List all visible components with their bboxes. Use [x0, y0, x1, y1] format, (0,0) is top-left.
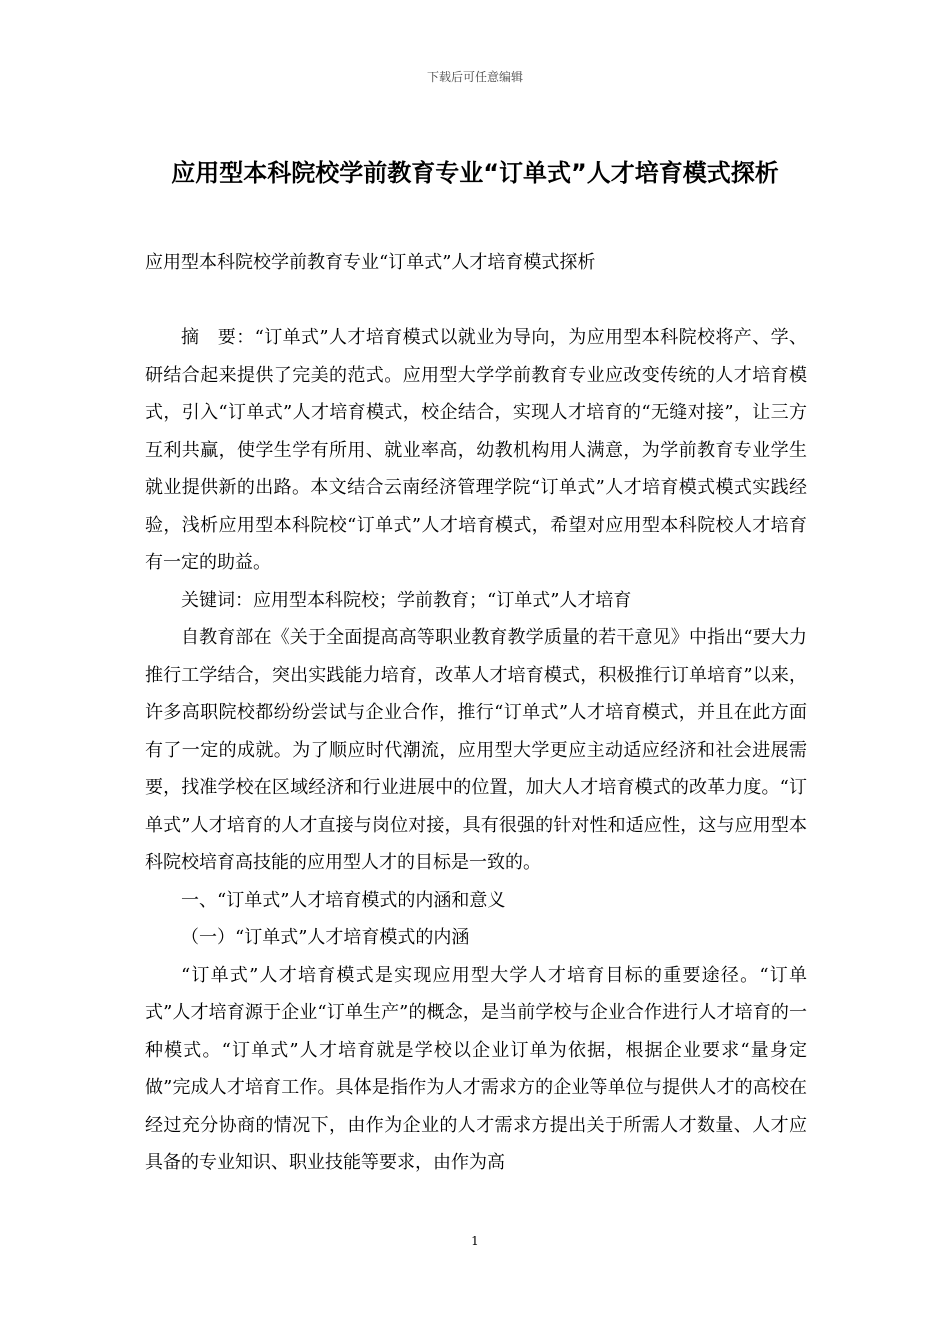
- section-paragraph: “订单式”人才培育模式是实现应用型大学人才培育目标的重要途径。“订单式”人才培育源于企业“订单生产”的概念，是当前学校与企业合作进行人才培育的一种模式。“订单式”人才培育就是学校以企业订单为依据，根据企业要求“量身定做”完成人才培育工作。具体是指作为人才需求方的企业等单位与提供人才的高校在经过充分协商的情况下，由作为企业的人才需求方提出关于所需人才数量、人才应具备的专业知识、职业技能等要求，由作为高: [145, 964, 807, 1173]
- header-note: 下载后可任意编辑: [426, 70, 523, 84]
- section-heading: 一、“订单式”人才培育模式的内涵和意义: [181, 889, 506, 911]
- keywords-line: 关键词：应用型本科院校；学前教育；“订单式”人才培育: [181, 589, 632, 611]
- subsection-heading: （一）“订单式”人才培育模式的内涵: [181, 927, 470, 948]
- blank-line: [145, 282, 807, 320]
- document-body: [145, 244, 807, 1182]
- subtitle: 应用型本科院校学前教育专业“订单式”人才培育模式探析: [145, 252, 596, 273]
- intro-paragraph: 自教育部在《关于全面提高高等职业教育教学质量的若干意见》中指出“要大力推行工学结合，突出实践能力培育，改革人才培育模式，积极推行订单培育”以来，许多高职院校都纷纷尝试与企业合作，推行“订单式”人才培育模式，并且在此方面有了一定的成就。为了顺应时代潮流，应用型大学更应主动适应经济和社会进展需要，找准学校在区域经济和行业进展中的位置，加大人才培育模式的改革力度。“订单式”人才培育的人才直接与岗位对接，具有很强的针对性和适应性，这与应用型本科院校培育高技能的应用型人才的目标是一致的。: [145, 627, 807, 873]
- page-number: 1: [471, 1234, 479, 1248]
- abstract-paragraph: 摘 要：“订单式”人才培育模式以就业为导向，为应用型本科院校将产、学、研结合起来提供了完美的范式。应用型大学学前教育专业应改变传统的人才培育模式，引入“订单式”人才培育模式，校企结合，实现人才培育的“无缝对接”，让三方互利共赢，使学生学有所用、就业率高，幼教机构用人满意，为学前教育专业学生就业提供新的出路。本文结合云南经济管理学院“订单式”人才培育模式模式实践经验，浅析应用型本科院校“订单式”人才培育模式，希望对应用型本科院校人才培育有一定的助益。: [145, 327, 807, 573]
- document-title: 应用型本科院校学前教育专业“订单式”人才培育模式探析: [171, 159, 779, 187]
